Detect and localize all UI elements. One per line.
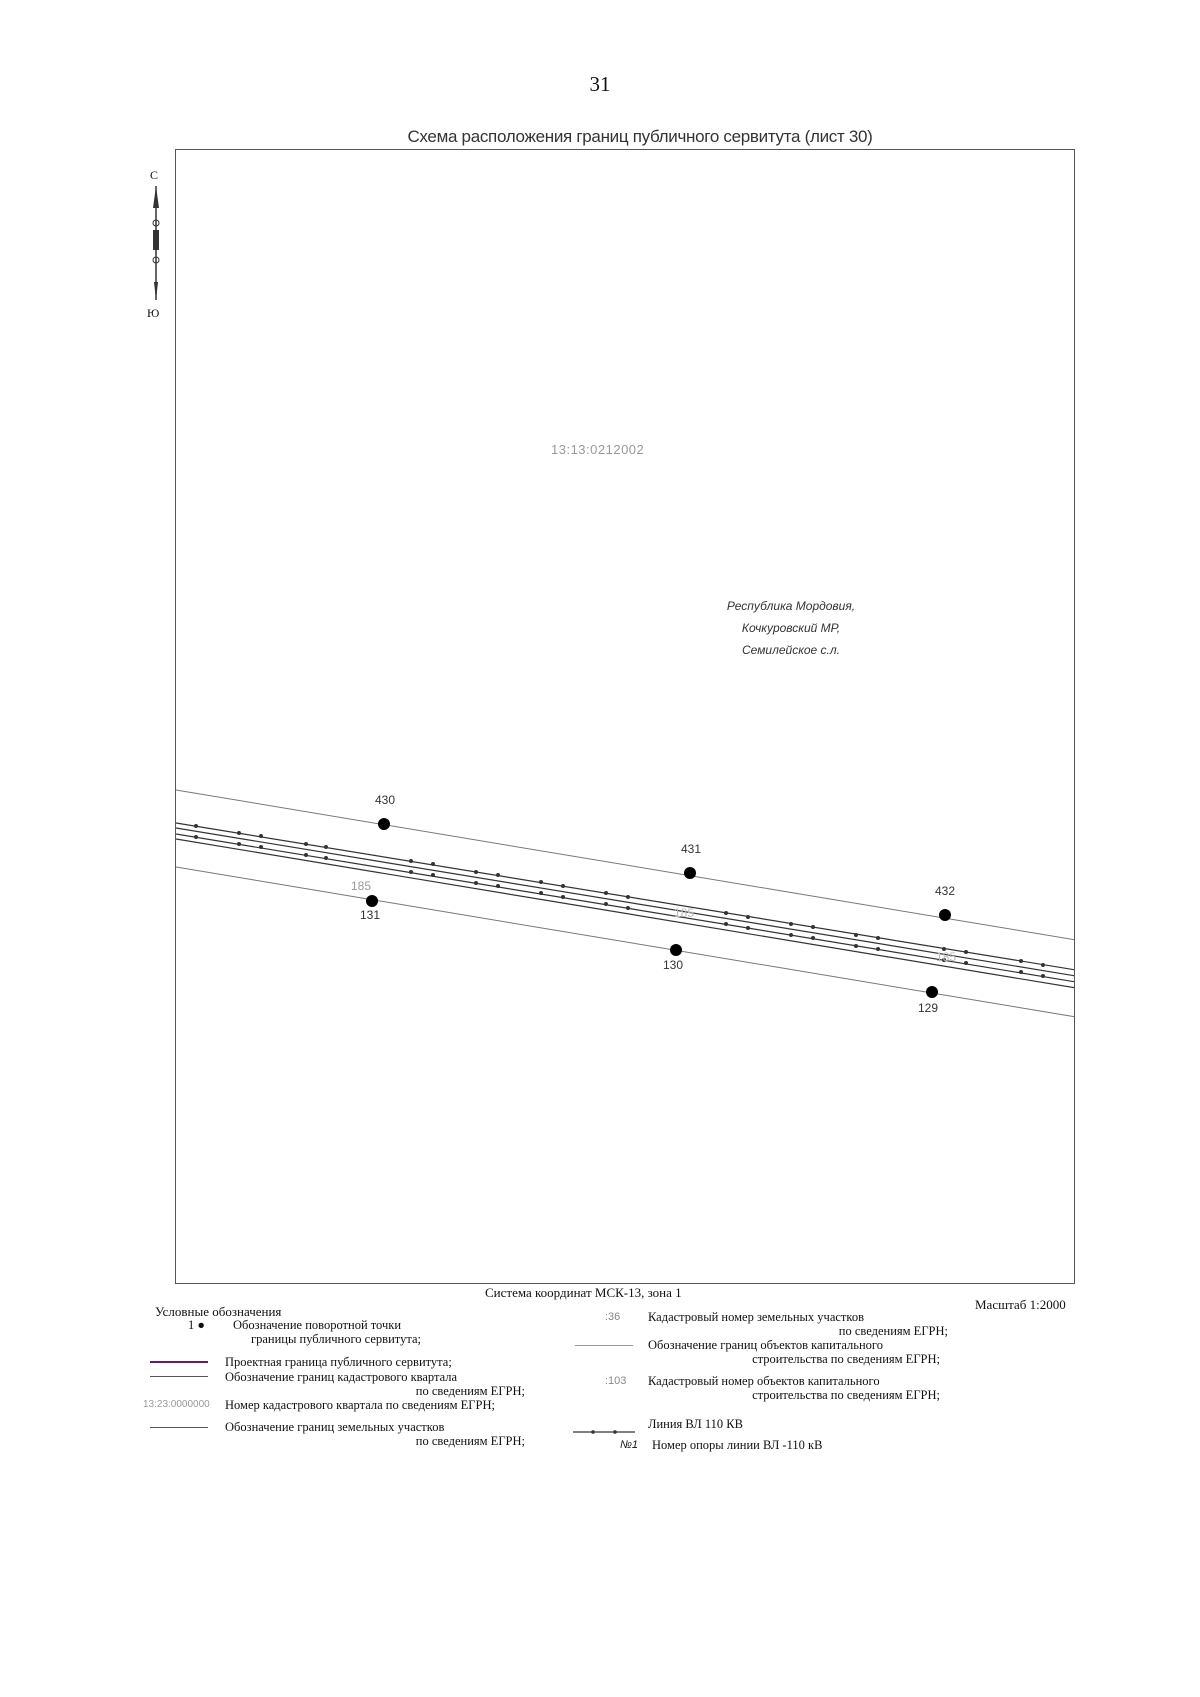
quarter-boundary-symbol [150,1376,208,1377]
point-label-131: 131 [360,908,381,922]
legend-turn-point-line-1: Обозначение поворотной точки [233,1318,402,1332]
map-title: Схема расположения границ публичного сервитута (лист 30) [407,127,873,146]
pylon-number-sample: №1 [620,1439,639,1451]
region-line-2: Кочкуровский МР, [741,621,841,635]
north-arrow-icon [145,168,167,328]
legend-turn-point-symbol [188,1318,205,1332]
point-label-430: 430 [375,793,396,807]
legend-building-boundary [648,1338,940,1366]
legend-parcel-boundary [225,1420,535,1448]
compass-south-label: Ю [147,306,160,320]
point-label-129: 129 [918,1001,939,1015]
turn-point-430 [378,818,390,830]
power-line-symbol [573,1422,635,1428]
parcel-boundary-symbol [150,1427,208,1428]
region-line-3: Семилейское с.л. [741,643,840,657]
turn-point-431 [684,867,696,879]
north-arrow [145,168,167,328]
legend-title: Условные обозначения [155,1304,282,1319]
power-line-symbol-icon [573,1429,635,1435]
legend-parcel-boundary-line-2: по сведениям ЕГРН; [415,1434,525,1448]
legend-parcel-number-line-2: по сведениям ЕГРН; [838,1324,948,1338]
map-scale: Масштаб 1:2000 [975,1297,1066,1312]
quarter-number-sample: 13:23:0000000 [143,1399,210,1410]
legend-pylon-number: Номер опоры линии ВЛ -110 кВ [652,1438,823,1452]
turn-point-131 [366,895,378,907]
parcel-number-sample: :36 [605,1311,621,1323]
point-label-130: 130 [663,958,684,972]
turn-point-symbol-icon: ● [197,1318,205,1332]
legend-quarter-number: Номер кадастрового квартала по сведениям ЕГРН; [225,1398,495,1412]
legend-parcel-boundary-line-1: Обозначение границ земельных участков [225,1420,445,1434]
quarter-number: 13:13:0212002 [551,442,645,457]
region-label [696,595,886,661]
legend-building-number-line-2: строительства по сведениям ЕГРН; [752,1388,940,1402]
turn-point-130 [670,944,682,956]
legend-building-boundary-line-2: строительства по сведениям ЕГРН; [752,1352,940,1366]
project-boundary-symbol [150,1361,208,1363]
parcel-label-right: 185 [936,950,957,964]
map-frame [175,149,1075,1284]
compass-north-label: С [150,168,159,182]
point-label-432: 432 [935,884,956,898]
parcel-label-mid: 185 [674,906,695,920]
legend-parcel-number [648,1310,948,1338]
turn-point-symbol-label: 1 [188,1318,195,1332]
map-drawing [176,150,1075,1284]
building-number-sample: :103 [605,1375,627,1387]
page-number: 31 [589,72,611,96]
building-boundary-symbol [575,1345,633,1346]
legend-turn-point [233,1318,433,1346]
legend-building-number [648,1374,940,1402]
legend-building-boundary-line-1: Обозначение границ объектов капитального [648,1338,883,1352]
legend-building-number-line-1: Кадастровый номер объектов капитального [648,1374,880,1388]
parcel-label-left: 185 [351,879,372,893]
legend-quarter-boundary-line-1: Обозначение границ кадастрового квартала [225,1370,458,1384]
turn-point-129 [926,986,938,998]
legend-quarter-boundary-line-2: по сведениям ЕГРН; [415,1384,525,1398]
legend-project-boundary: Проектная граница публичного сервитута; [225,1355,452,1369]
turn-point-432 [939,909,951,921]
legend-power-line: Линия ВЛ 110 КВ [648,1417,743,1431]
coordinate-system: Система координат МСК-13, зона 1 [485,1285,682,1300]
legend-parcel-number-line-1: Кадастровый номер земельных участков [648,1310,864,1324]
point-label-431: 431 [681,842,702,856]
legend-quarter-boundary [225,1370,535,1398]
legend-turn-point-line-2: границы публичного сервитута; [251,1332,421,1346]
region-line-1: Республика Мордовия, [726,599,856,613]
